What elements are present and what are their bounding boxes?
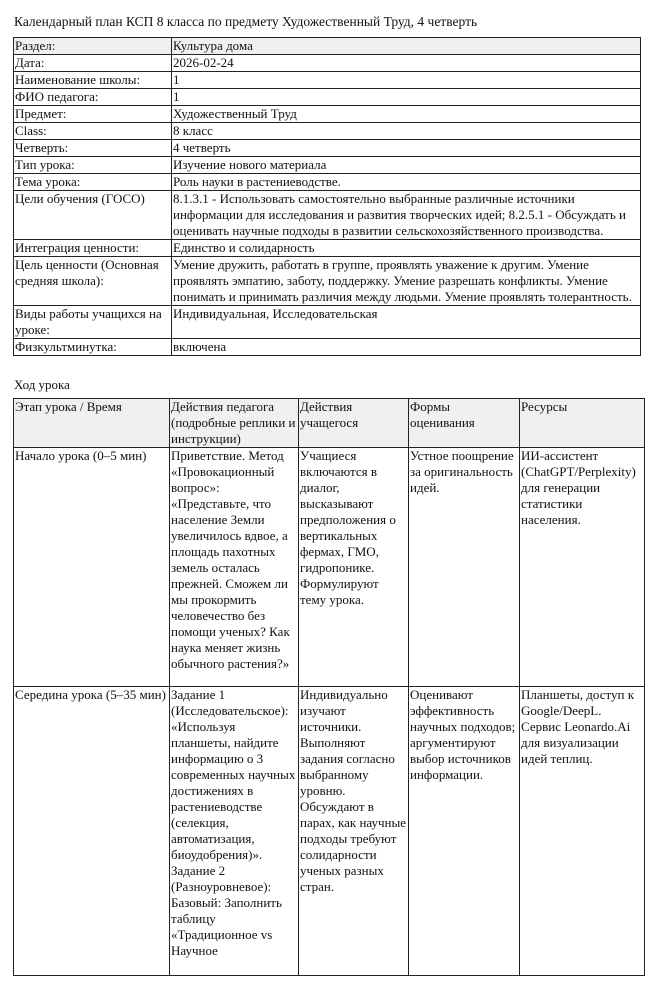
info-label: Раздел: (14, 38, 172, 55)
assessment-cell: Устное поощрение за оригинальность идей. (409, 448, 520, 687)
info-value: Единство и солидарность (172, 240, 641, 257)
info-value: 4 четверть (172, 140, 641, 157)
lesson-info-table (13, 37, 641, 356)
info-row (14, 106, 641, 123)
column-header: Формы оценивания (409, 399, 520, 448)
info-label: Предмет: (14, 106, 172, 123)
info-value: Умение дружить, работать в группе, проявлять уважение к другим. Умение проявлять эмпатию, заботу, поддержку. Умение разрешать конфликты. Умение понимать и принимать различия между людьми. Умение проявлять толерантность. (172, 257, 641, 306)
info-row (14, 123, 641, 140)
info-label: Виды работы учащихся на уроке: (14, 306, 172, 339)
info-value: включена (172, 339, 641, 356)
info-value: Изучение нового материала (172, 157, 641, 174)
stage-cell: Начало урока (0–5 мин) (14, 448, 170, 687)
info-label: Тип урока: (14, 157, 172, 174)
info-row (14, 157, 641, 174)
table-row (14, 448, 645, 687)
info-label: Наименование школы: (14, 72, 172, 89)
info-row (14, 55, 641, 72)
info-row (14, 339, 641, 356)
table-header-row (14, 399, 645, 448)
teacher-actions-cell: Приветствие. Метод «Провокационный вопрос»: «Представьте, что население Земли увеличилось вдвое, а площадь пахотных земель осталась прежней. Сможем ли мы прокормить человечество без помощи ученых? Как наука меняет жизнь обычного растения?» (170, 448, 299, 687)
info-value: 1 (172, 72, 641, 89)
info-row (14, 191, 641, 240)
info-row (14, 174, 641, 191)
info-value: Роль науки в растениеводстве. (172, 174, 641, 191)
lesson-flow-table (13, 398, 645, 976)
stage-cell: Середина урока (5–35 мин) (14, 687, 170, 976)
info-row (14, 257, 641, 306)
info-label: Class: (14, 123, 172, 140)
info-value: 8.1.3.1 - Использовать самостоятельно выбранные различные источники информации для исследования и развития творческих идей; 8.2.5.1 - Обсуждать и оценивать научные подходы в развитии сельскохозяйственного производства. (172, 191, 641, 240)
info-label: Тема урока: (14, 174, 172, 191)
info-row (14, 140, 641, 157)
info-label: Интеграция ценности: (14, 240, 172, 257)
info-row (14, 240, 641, 257)
info-value: 1 (172, 89, 641, 106)
info-label: Физкультминутка: (14, 339, 172, 356)
info-row (14, 89, 641, 106)
info-value: 2026-02-24 (172, 55, 641, 72)
column-header: Ресурсы (520, 399, 645, 448)
info-label: ФИО педагога: (14, 89, 172, 106)
column-header: Действия педагога (подробные реплики и инструкции) (170, 399, 299, 448)
info-label: Четверть: (14, 140, 172, 157)
info-value: 8 класс (172, 123, 641, 140)
info-value: Художественный Труд (172, 106, 641, 123)
info-row (14, 72, 641, 89)
column-header: Этап урока / Время (14, 399, 170, 448)
info-label: Цель ценности (Основная средняя школа): (14, 257, 172, 306)
info-row (14, 38, 641, 55)
resources-cell: ИИ-ассистент (ChatGPT/Perplexity) для генерации статистики населения. (520, 448, 645, 687)
info-value: Индивидуальная, Исследовательская (172, 306, 641, 339)
section-title: Ход урока (14, 377, 70, 392)
teacher-actions-cell: Задание 1 (Исследовательское): «Используя планшеты, найдите информацию о 3 современных научных достижениях в растениеводстве (селекция, автоматизация, биоудобрения)». Задание 2 (Разноуровневое): Базовый: Заполнить таблицу «Традиционное vs Научное (170, 687, 299, 976)
resources-cell: Планшеты, доступ к Google/DeepL. Сервис Leonardo.Ai для визуализации идей теплиц. (520, 687, 645, 976)
info-label: Цели обучения (ГОСО) (14, 191, 172, 240)
document-title: Календарный план КСП 8 класса по предмету Художественный Труд, 4 четверть (14, 14, 478, 29)
info-label: Дата: (14, 55, 172, 72)
info-value: Культура дома (172, 38, 641, 55)
info-row (14, 306, 641, 339)
student-actions-cell: Индивидуально изучают источники. Выполняют задания согласно выбранному уровню. Обсуждают в парах, как научные подходы требуют солидарности ученых разных стран. (299, 687, 409, 976)
column-header: Действия учащегося (299, 399, 409, 448)
table-row (14, 687, 645, 976)
assessment-cell: Оценивают эффективность научных подходов; аргументируют выбор источников информации. (409, 687, 520, 976)
student-actions-cell: Учащиеся включаются в диалог, высказывают предположения о вертикальных фермах, ГМО, гидропонике. Формулируют тему урока. (299, 448, 409, 687)
